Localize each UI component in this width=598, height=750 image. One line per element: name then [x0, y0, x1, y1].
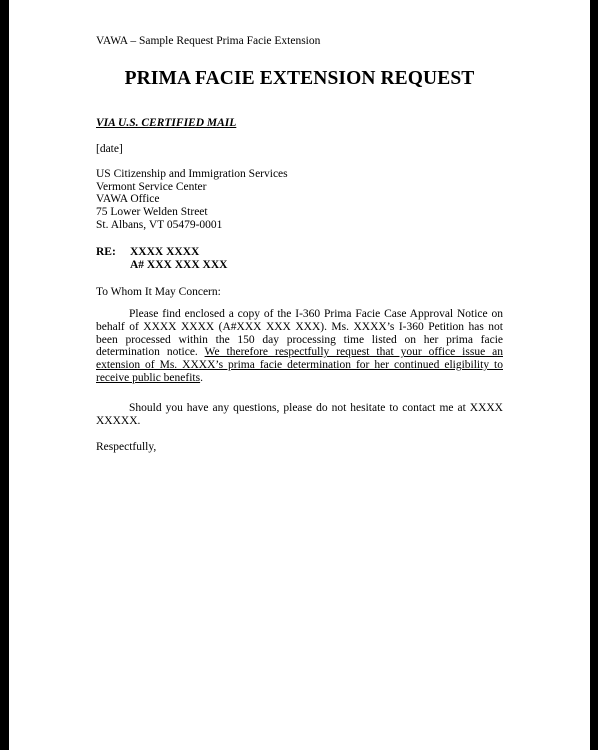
letter-page — [9, 0, 590, 750]
address-line: St. Albans, VT 05479-0001 — [96, 218, 223, 231]
p1-request-text: We therefore respectfully request that your office issue an extension of Ms. XXXX’s prima facie determination for her continued eligibility to receive public benefits — [96, 346, 503, 384]
p1-text: Please find enclosed a copy of the I-360 Prima Facie Case Approval Notice on behalf of XXXX XXXX (A#XXX XXX XXX). Ms. XXXX’s I-360 Petition has not been processed within the 150 day processing time listed on her prima facie determination notice. — [96, 308, 503, 359]
recipient-address — [96, 168, 288, 232]
address-line: Vermont Service Center — [96, 180, 207, 193]
address-line: VAWA Office — [96, 193, 160, 206]
re-label: RE: — [96, 246, 116, 258]
letter-date: [date] — [96, 143, 123, 155]
closing: Respectfully, — [96, 441, 157, 453]
address-line: 75 Lower Welden Street — [96, 206, 208, 219]
p1-end: . — [200, 371, 203, 384]
address-line: US Citizenship and Immigration Services — [96, 168, 288, 180]
salutation: To Whom It May Concern: — [96, 286, 221, 298]
re-name: XXXX XXXX — [130, 246, 200, 258]
body-paragraph-1 — [96, 308, 503, 385]
body-paragraph-2: Should you have any questions, please do not hesitate to contact me at XXXX XXXXX. — [96, 402, 503, 427]
re-subject — [130, 246, 227, 272]
delivery-method: VIA U.S. CERTIFIED MAIL — [96, 117, 237, 129]
document-header: VAWA – Sample Request Prima Facie Extension — [96, 35, 321, 47]
re-a-number: A# XXX XXX XXX — [130, 259, 228, 271]
letter-title: PRIMA FACIE EXTENSION REQUEST — [124, 68, 475, 89]
